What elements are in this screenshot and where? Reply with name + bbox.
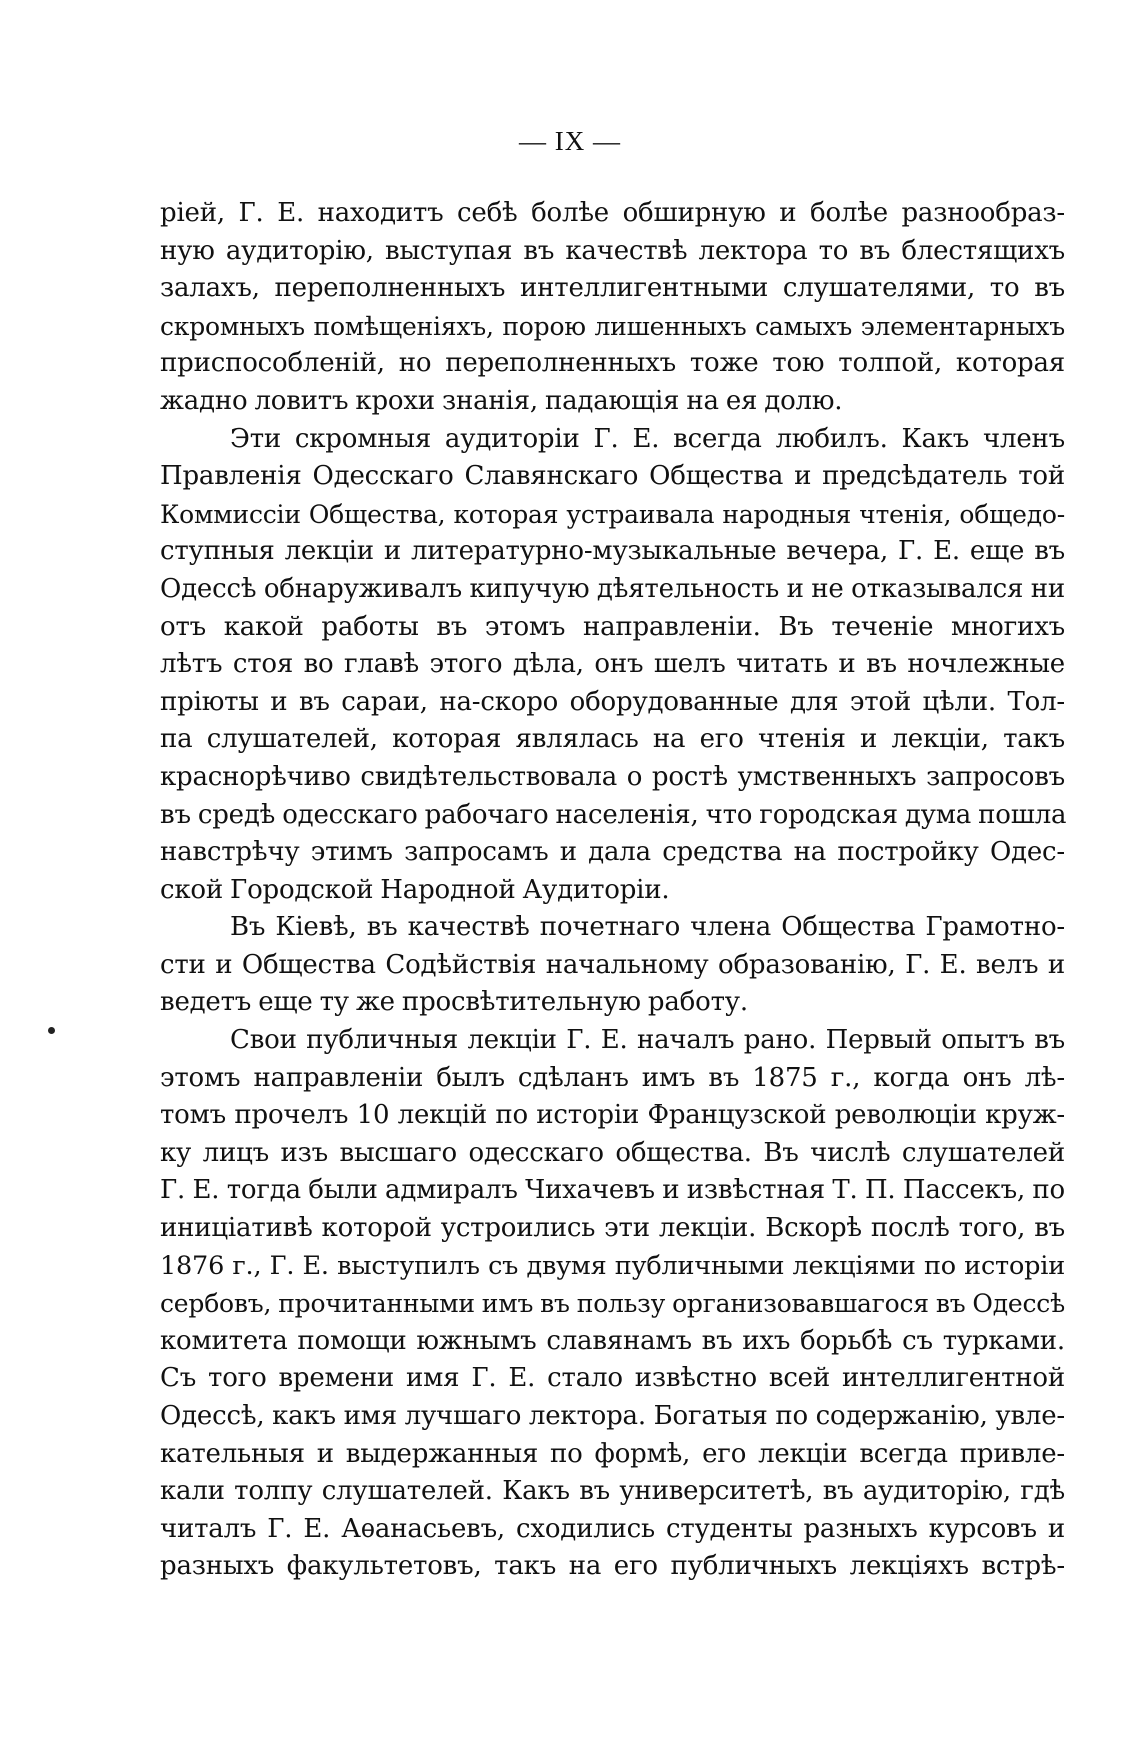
text-line: Съ того времени имя Г. Е. стало извѣстно всей интеллигентной [160, 1363, 1065, 1394]
text-line: ріей, Г. Е. находитъ себѣ болѣе обширную и болѣе разнообраз- [160, 198, 1065, 228]
text-line: томъ прочелъ 10 лекцій по исторіи Французской революціи круж- [160, 1100, 1065, 1131]
text-line: залахъ, переполненныхъ интеллигентными слушателями, то въ [160, 273, 1065, 304]
text-line: ской Городской Народной Аудиторіи. [160, 874, 670, 905]
text-line: Правленія Одесскаго Славянскаго Общества и предсѣдатель той [160, 461, 1065, 492]
text-line: этомъ направленіи былъ сдѣланъ имъ въ 1875 г., когда онъ лѣ- [160, 1062, 1065, 1093]
text-line: ступныя лекціи и литературно-музыкальные вечера, Г. Е. еще въ [160, 536, 1065, 567]
text-line: разныхъ факультетовъ, такъ на его публичныхъ лекціяхъ встрѣ- [160, 1551, 1065, 1582]
text-line: па слушателей, которая являлась на его чтенія и лекціи, такъ [160, 724, 1065, 755]
page-number-header: — IX — [519, 126, 621, 156]
text-line: Одессѣ, какъ имя лучшаго лектора. Богатыя по содержанію, увле- [160, 1401, 1065, 1431]
text-line: скромныхъ помѣщеніяхъ, порою лишенныхъ самыхъ элементарныхъ [160, 311, 1065, 341]
text-line: пріюты и въ сараи, на-скоро оборудованные для этой цѣли. Тол- [160, 686, 1065, 717]
body-text [160, 195, 1065, 1586]
text-line: иниціативѣ которой устроились эти лекціи. Вскорѣ послѣ того, въ [160, 1213, 1065, 1244]
text-line: Эти скромныя аудиторіи Г. Е. всегда любилъ. Какъ членъ [230, 423, 1065, 454]
text-line: кали толпу слушателей. Какъ въ университетѣ, въ аудиторію, гдѣ [160, 1476, 1065, 1507]
text-line: приспособленій, но переполненныхъ тоже тою толпой, которая [160, 348, 1065, 379]
text-line: лѣтъ стоя во главѣ этого дѣла, онъ шелъ читать и въ ночлежные [160, 649, 1065, 680]
text-line: ведетъ еще ту же просвѣтительную работу. [160, 987, 748, 1018]
text-line: Коммиссіи Общества, которая устраивала народныя чтенія, общедо- [160, 499, 1065, 529]
text-line: Одессѣ обнаруживалъ кипучую дѣятельность и не отказывался ни [160, 573, 1065, 604]
text-line: навстрѣчу этимъ запросамъ и дала средства на постройку Одес- [160, 837, 1065, 868]
text-line: ку лицъ изъ высшаго одесскаго общества. Въ числѣ слушателей [160, 1137, 1065, 1168]
text-line: Въ Кіевѣ, въ качествѣ почетнаго члена Общества Грамотно- [230, 912, 1065, 943]
text-line: Г. Е. тогда были адмиралъ Чихачевъ и извѣстная Т. П. Пассекъ, по [160, 1175, 1065, 1206]
text-line: въ средѣ одесскаго рабочаго населенія, что городская дума пошла [160, 799, 1067, 830]
text-line: жадно ловитъ крохи знанія, падающія на ея долю. [160, 385, 843, 416]
text-line: сти и Общества Содѣйствія начальному образованію, Г. Е. велъ и [160, 949, 1065, 980]
text-line: отъ какой работы въ этомъ направленіи. Въ теченіе многихъ [160, 611, 1065, 642]
text-line: кательныя и выдержанныя по формѣ, его лекціи всегда привле- [160, 1438, 1065, 1469]
text-line: сербовъ, прочитанными имъ въ пользу организовавшагося въ Одессѣ [160, 1289, 1065, 1319]
margin-dot [48, 1027, 55, 1034]
text-line: читалъ Г. Е. Аѳанасьевъ, сходились студенты разныхъ курсовъ и [160, 1513, 1065, 1544]
text-line: краснорѣчиво свидѣтельствовала о ростѣ умственныхъ запросовъ [160, 761, 1065, 792]
text-line: комитета помощи южнымъ славянамъ въ ихъ борьбѣ съ турками. [160, 1325, 1065, 1356]
text-line: Свои публичныя лекціи Г. Е. началъ рано. Первый опытъ въ [230, 1025, 1065, 1056]
text-line: 1876 г., Г. Е. выступилъ съ двумя публичными лекціями по исторіи [160, 1250, 1065, 1281]
text-line: ную аудиторію, выступая въ качествѣ лектора то въ блестящихъ [160, 235, 1065, 266]
